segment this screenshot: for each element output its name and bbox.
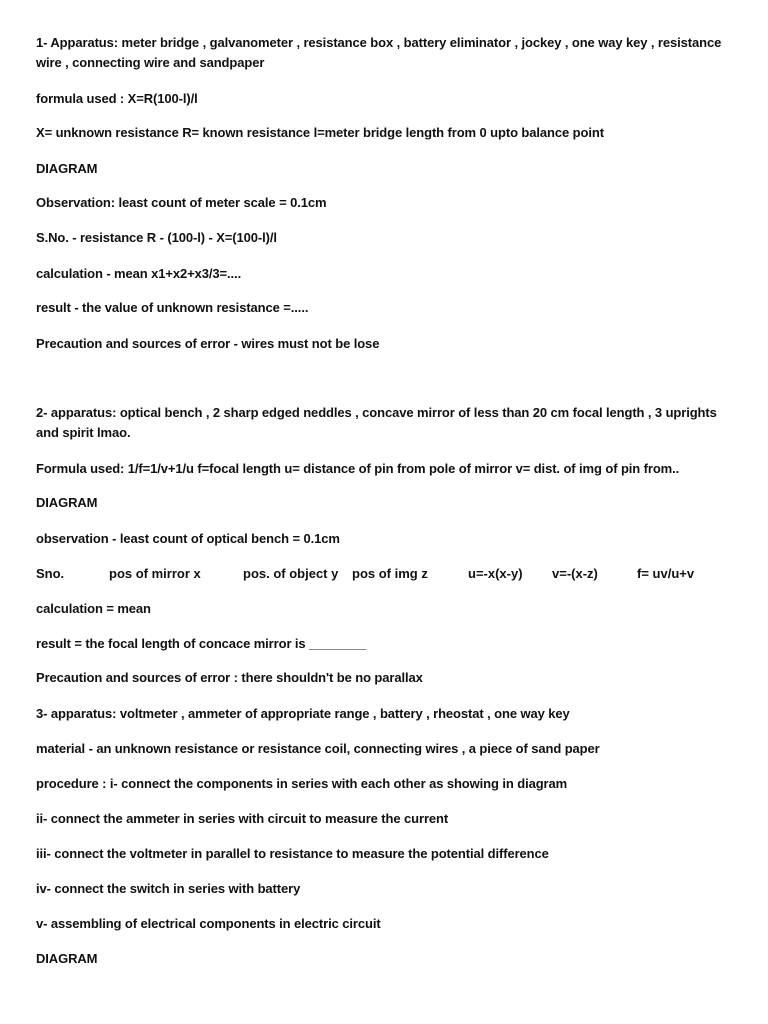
s2-col-sno: Sno.	[36, 566, 65, 581]
s2-col-f: f= uv/u+v	[637, 566, 695, 581]
s3-procedure-4: iv- connect the switch in series with battery	[36, 881, 301, 896]
s3-procedure-3: iii- connect the voltmeter in parallel to resistance to measure the potential difference	[36, 846, 549, 861]
s1-table-header: S.No. - resistance R - (100-l) - X=(100-l)/l	[36, 230, 277, 245]
s3-procedure-2: ii- connect the ammeter in series with circuit to measure the current	[36, 811, 449, 826]
s3-diagram-heading: DIAGRAM	[36, 951, 98, 966]
s3-apparatus: 3- apparatus: voltmeter , ammeter of appropriate range , battery , rheostat , one way key	[36, 706, 570, 721]
s1-observation: Observation: least count of meter scale = 0.1cm	[36, 195, 327, 210]
s2-calculation: calculation = mean	[36, 601, 151, 616]
s2-diagram-heading: DIAGRAM	[36, 495, 98, 510]
document-page	[36, 0, 746, 1024]
s1-apparatus: 1- Apparatus: meter bridge , galvanometer , resistance box , battery eliminator , jockey , one way key , resistance wire , connecting wire and sandpaper	[36, 35, 722, 70]
s3-material: material - an unknown resistance or resistance coil, connecting wires , a piece of sand paper	[36, 741, 600, 756]
s2-col-mirror: pos of mirror x	[109, 566, 201, 581]
s2-apparatus: 2- apparatus: optical bench , 2 sharp edged neddles , concave mirror of less than 20 cm focal length , 3 uprights and spirit lmao.	[36, 405, 717, 440]
s2-table-header	[36, 564, 741, 584]
s1-result: result - the value of unknown resistance =.....	[36, 300, 309, 315]
s2-col-object: pos. of object y	[243, 566, 339, 581]
s2-precaution: Precaution and sources of error : there shouldn't be no parallax	[36, 670, 423, 685]
s2-result: result = the focal length of concace mirror is ________	[36, 636, 367, 651]
s2-col-v: v=-(x-z)	[552, 566, 598, 581]
s1-definitions: X= unknown resistance R= known resistance l=meter bridge length from 0 upto balance point	[36, 125, 604, 140]
s1-calculation: calculation - mean x1+x2+x3/3=....	[36, 266, 242, 281]
s2-formula: Formula used: 1/f=1/v+1/u f=focal length u= distance of pin from pole of mirror v= dist. of img of pin from..	[36, 461, 680, 476]
s2-observation: observation - least count of optical bench = 0.1cm	[36, 531, 340, 546]
s2-col-u: u=-x(x-y)	[468, 566, 523, 581]
s2-col-image: pos of img z	[352, 566, 428, 581]
s1-formula: formula used : X=R(100-l)/l	[36, 91, 198, 106]
s1-diagram-heading: DIAGRAM	[36, 161, 98, 176]
s3-procedure-1: procedure : i- connect the components in series with each other as showing in diagram	[36, 776, 568, 791]
s3-procedure-5: v- assembling of electrical components in electric circuit	[36, 916, 381, 931]
s1-precaution: Precaution and sources of error - wires must not be lose	[36, 336, 380, 351]
